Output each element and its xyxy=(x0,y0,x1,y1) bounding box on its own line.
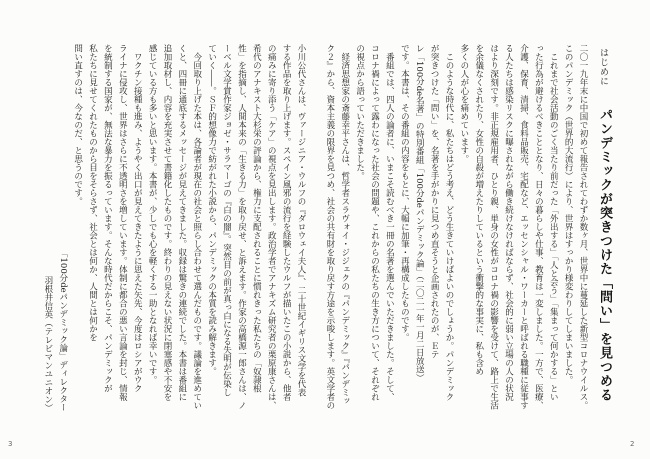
text-column: ていく――。ＳＦ的想像力で紡がれた小説から、パンデミックの本質を読み解きます。 xyxy=(206,44,217,376)
text-column: 二〇一九年末に中国で初めて報告されてわずか数ヶ月、世界中に蔓延した新型コロナウイルス。 xyxy=(578,44,588,410)
text-column: 今回取り上げた本は、各論者が現在の社会と照らし合わせて選んだものです。議論を進めてい xyxy=(191,44,202,410)
text-column: る人たちは感染リスクに曝されながら働き続けなければならず、社会的に弱い立場の人の状況 xyxy=(503,44,514,401)
text-column: ク２』から、資本主義の限界を見つめ、社会の共有財を取り戻す方途を示唆します。英文学者の xyxy=(324,44,335,410)
text-column: 私たちに見せてくれたものから目をそらさず、社会とは何か、人間とは何かを xyxy=(87,44,98,342)
text-column: 問い直すのは、今なのだ、と思うのです。 xyxy=(72,44,83,206)
signature-role: 「100分deパンデミック論」ディレクター xyxy=(57,249,68,412)
text-column: です。本書は、その番組の内容をもとに、大幅に加筆・再構成したものです。 xyxy=(399,44,410,342)
right-page xyxy=(325,0,650,459)
text-column: を統制する国家が、無法な暴力を振るっています。そんな時代だからこそ、パンデミックが xyxy=(102,44,113,393)
text-column: 性」を指摘し、人間本来の「生きる力」を取り戻せ、と訴えます。作家の高橋源一郎さんは、ノ xyxy=(236,44,247,410)
text-column: ライナに侵攻し、世界はさらに不透明さを増しています。体制に都合の悪い言論を封じ、情報 xyxy=(117,44,128,401)
right-page-body xyxy=(322,44,590,416)
text-column: 希代のアナキスト大杉栄の評論から、権力に支配されることに慣れきった私たちの「奴隷根 xyxy=(251,44,262,393)
text-column: 小川公代さんは、ヴァージニア・ウルフの『ダロウェイ夫人』、二十世紀イギリス文学を代表 xyxy=(296,44,306,397)
text-column: コロナ禍によって露わになった社会の問題や、これからの私たちの生き方について、それぞれ xyxy=(369,44,380,401)
text-column: くと、四冊に通底するメッセージが見えてきました。収録は驚きの連続でした。本書は番組に xyxy=(176,44,187,401)
text-column: を余儀なくされたり、女性の自殺が増えたりしているという衝撃的な事実に、私も含め xyxy=(473,44,484,376)
text-column: った行為が避けるべきこととなり、日々の暮らしや仕事、教育は一変しました。一方で、医療、 xyxy=(533,44,544,410)
signature-name: 羽根井信英（テレビマンユニオン） xyxy=(42,276,53,412)
left-page-body xyxy=(40,44,308,416)
text-column: の痛みに寄り添う「ケア」の視点を見出します。政治学者でアナキズム研究者の栗原康さんは、 xyxy=(266,44,277,410)
text-column: する作品を取り上げます。スペイン風邪の流行を経験したウルフが描いたこの小説から、他者 xyxy=(281,44,292,401)
text-column: が突きつけた「問い」を、名著を手がかりに見つめ直そうと企画されたのが、Ｅテ xyxy=(429,44,440,359)
text-column: ワクチン接種も進み、ようやく出口が見えてきたように思えた矢先、今度はロシアがウク xyxy=(132,44,143,393)
text-column: の視点から語っていただきました。 xyxy=(354,44,365,180)
text-column: このような時代に、私たちはどう考え、どう生きていけばよいのでしょうか。パンデミック xyxy=(443,44,454,401)
text-column: このパンデミック（世界的大流行）により、世界はすっかり様変わりしてしまいました。 xyxy=(563,44,574,384)
text-column: レ「100分de名著」の特別番組「100分deパンデミック論」（二〇二一年一月二日放送） xyxy=(414,44,425,383)
text-column: ーベル文学賞作家ジョゼ・サラマーゴの『白の闇』。突然目の前が真っ白になる失明が伝染し xyxy=(221,44,232,397)
text-column: 介護、保育、清掃、食料品販売、宅配など、エッセンシャル・ワーカーと呼ばれる職種に従事す xyxy=(518,44,529,410)
text-column: 番組では、四人の論者に、いまこそ読むべき一冊の名著を選んでいただきました。そして、 xyxy=(384,44,395,401)
text-column: 経済思想家の斎藤幸平さんは、哲学者スラヴォイ・ジジェクの『パンデミック』『パンデミッ xyxy=(339,44,350,406)
section-heading: はじめに xyxy=(598,48,608,87)
text-column: はより深刻です。非正規雇用者、ひとり親、単身の女性がコロナ禍の影響を受けて、路上で生活 xyxy=(488,44,499,410)
page-number: 2 xyxy=(630,440,635,448)
text-column: 多くの人が心を痛めています。 xyxy=(458,44,469,163)
text-column: 追加取材し、内容を充実させて書籍化したものです。終わりの見えない状況に閉塞感や不安を xyxy=(161,44,172,401)
text-column: 感じている方も多いと思います。本書が、少しでも心を軽くする一助となれば幸いです。 xyxy=(147,44,158,384)
page-title: パンデミックが突きつけた「問い」を見つめる xyxy=(597,108,612,402)
page-number: 3 xyxy=(8,440,13,448)
text-column: これまで社会活動のごく当たり前だった「外出する」「人と会う」「集まって何かする」とい xyxy=(548,44,559,401)
